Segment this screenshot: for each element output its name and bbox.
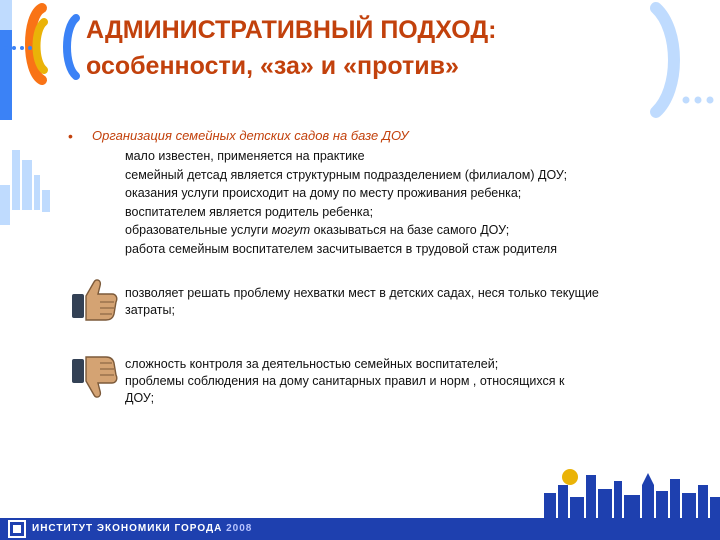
cons-line: сложность контроля за деятельностью семейных воспитателей;: [125, 357, 499, 371]
city-skyline-graphic: [540, 455, 720, 518]
detail-item: оказания услуги происходит на дому по месту проживания ребенка;: [125, 186, 522, 200]
thumbs-up-icon: [70, 276, 120, 322]
detail-item: работа семейным воспитателем засчитывается в трудовой стаж родителя: [125, 241, 557, 256]
footer-organization-name: ИНСТИТУТ ЭКОНОМИКИ ГОРОДА: [32, 523, 223, 534]
pros-line: затраты;: [125, 303, 175, 317]
bullet-marker: •: [68, 128, 73, 144]
detail-item: семейный детсад является структурным подразделением (филиалом) ДОУ;: [125, 167, 568, 182]
thumbs-down-icon: [70, 355, 120, 401]
footer-year: 2008: [226, 523, 253, 534]
footer-organization: [32, 523, 252, 534]
decorative-right-bracket: [640, 0, 720, 120]
title-line-1: АДМИНИСТРАТИВНЫЙ ПОДХОД:: [86, 16, 497, 44]
detail-text-after: оказываться на базе самого ДОУ;: [310, 223, 510, 237]
detail-item: воспитателем является родитель ребенка;: [125, 204, 374, 219]
cons-line: ДОУ;: [125, 391, 155, 405]
title-line-2: особенности, «за» и «против»: [86, 52, 459, 80]
detail-item: мало известен, применяется на практике: [125, 149, 365, 163]
cons-line: проблемы соблюдения на дому санитарных правил и норм , относящихся к: [125, 374, 565, 388]
cons-text: [125, 356, 700, 407]
slide-title: [86, 12, 606, 84]
details-list: [125, 147, 705, 258]
pros-text: [125, 285, 700, 319]
organization-title: Организация семейных детских садов на базе ДОУ: [92, 128, 409, 143]
detail-item-with-emphasis: [125, 221, 705, 240]
detail-emphasis-word: могут: [271, 223, 311, 237]
institute-logo-icon: [8, 520, 26, 538]
pros-line: позволяет решать проблему нехватки мест в детских садах, неся только текущие: [125, 286, 599, 300]
detail-text-before: образовательные услуги: [125, 223, 272, 237]
